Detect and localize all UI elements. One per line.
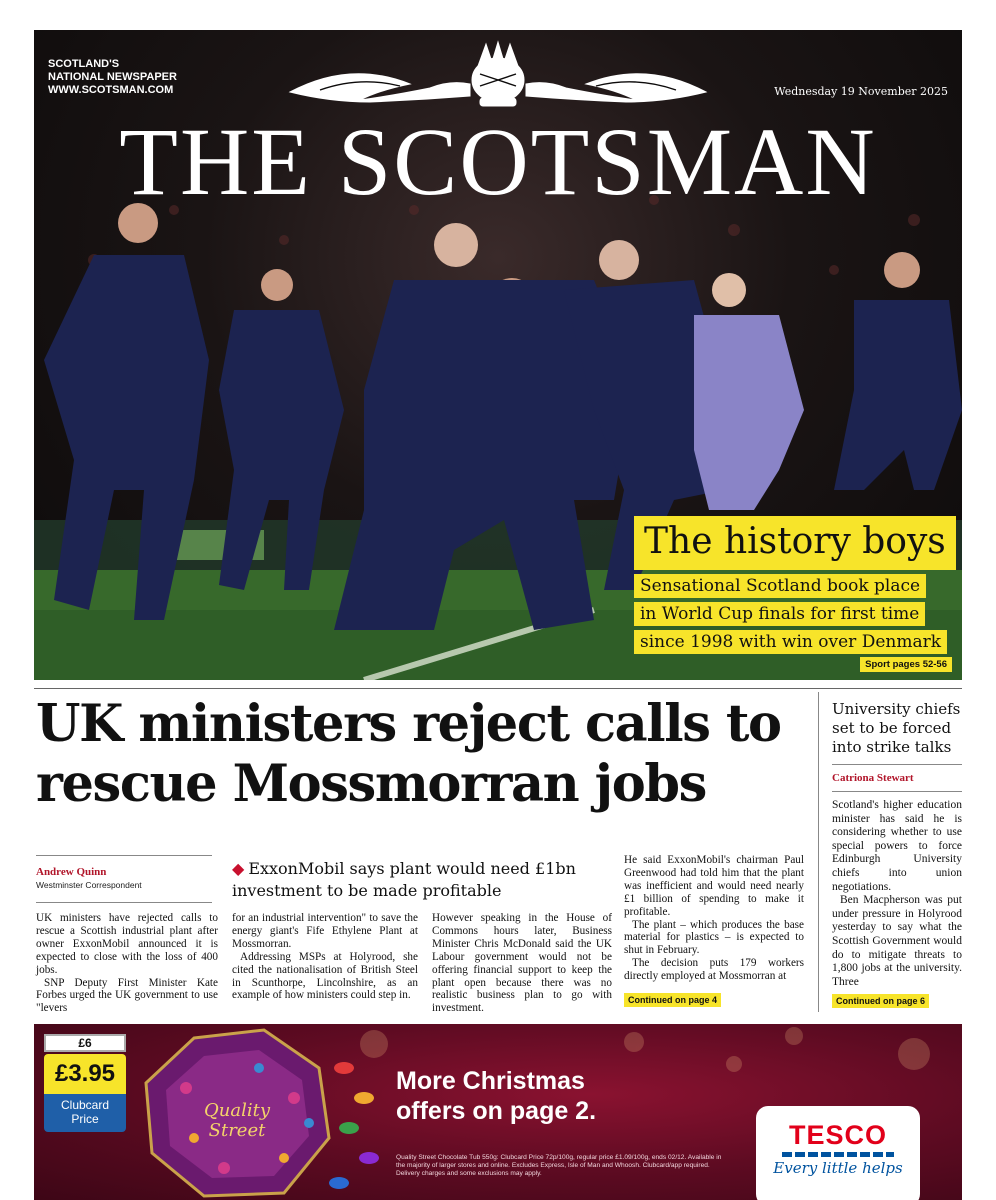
main-standfirst [232, 858, 612, 902]
masthead-title: THE SCOTSMAN [119, 108, 877, 215]
side-article-body [832, 799, 962, 989]
side-headline[interactable]: University chiefs set to be forced into strike talks [832, 700, 961, 756]
side-rule [832, 764, 962, 765]
article-paragraph: The plant – which produces the base material for plastics – is expected to shut in February. [624, 918, 804, 957]
article-paragraph: The decision puts 179 workers directly employed at Mossmorran at [624, 957, 804, 983]
article-paragraph: for an industrial intervention" to save the energy giant's Fife Ethylene Plant at Mossmorran. [232, 912, 418, 950]
standfirst-text: ExxonMobil says plant would need £1bn investment to be made profitable [232, 859, 576, 900]
tagline-line: SCOTLAND'S [48, 58, 120, 70]
byline-title: Westminster Correspondent [36, 880, 142, 890]
regular-price: £6 [44, 1034, 126, 1052]
lead-headline-box [634, 516, 956, 654]
tesco-stripes-icon [782, 1152, 894, 1157]
lead-subhead-line: Sensational Scotland book place [634, 574, 926, 598]
tagline-line: NATIONAL NEWSPAPER [48, 71, 177, 83]
side-byline: Catriona Stewart [832, 772, 914, 784]
newspaper-tagline [48, 58, 177, 97]
price-tag [44, 1034, 126, 1132]
article-column [36, 912, 218, 1015]
article-paragraph: SNP Deputy First Minister Kate Forbes urged the UK government to use "levers [36, 976, 218, 1015]
article-paragraph: Addressing MSPs at Holyrood, she cited the nationalisation of British Steel in Scunthorpe, Lincolnshire, as an example of how ministers could step in. [232, 950, 418, 1002]
quality-street-tin-icon [134, 1028, 384, 1200]
tesco-advert[interactable] [34, 1024, 962, 1200]
advert-headline [396, 1066, 696, 1126]
article-column [624, 854, 804, 983]
advert-small-print: Quality Street Chocolate Tub 550g: Clubcard Price 72p/100g, regular price £1.09/100g, ends 02/12. Available in the majority of larger stores and online. Excludes Express, Isle of Man and Whoosh. Clubcard/app required. Delivery charges and some exclusions may apply. [396, 1154, 722, 1177]
article-paragraph: He said ExxonMobil's chairman Paul Greenwood had told him that the plant was inefficient and would need nearly £1 billion of spending to make it profitable. [624, 854, 804, 918]
clubcard-label-line: Clubcard [60, 1098, 110, 1112]
article-paragraph: UK ministers have rejected calls to rescue a Scottish industrial plant after owner ExxonMobil announced it is expected to close with the loss of 400 jobs. [36, 912, 218, 976]
tagline-line: WWW.SCOTSMAN.COM [48, 84, 174, 96]
lead-photo [34, 30, 962, 680]
advert-headline-line: More Christmas [396, 1067, 585, 1095]
tin-brand-line: Quality [204, 1100, 270, 1121]
sport-pages-link[interactable]: Sport pages 52-56 [860, 657, 952, 672]
tin-brand-line: Street [208, 1120, 266, 1141]
main-byline [36, 866, 212, 890]
side-story [832, 700, 962, 1008]
tesco-slogan: Every little helps [773, 1159, 903, 1177]
lead-subhead-line: since 1998 with win over Denmark [634, 630, 947, 654]
article-column [432, 912, 612, 1015]
tesco-wordmark: TESCO [788, 1120, 887, 1150]
lead-headline: The history boys [634, 516, 956, 570]
clubcard-price: £3.95 [44, 1054, 126, 1094]
byline-name: Andrew Quinn [36, 866, 107, 878]
article-paragraph: However speaking in the House of Commons hours later, Business Minister Chris McDonald said the UK Labour government would not be offering financial support to keep the plant open because there was no realistic business plan to go with investment. [432, 912, 612, 1015]
thistle-emblem-icon [280, 40, 716, 110]
continued-link[interactable]: Continued on page 6 [832, 994, 929, 1008]
tesco-logo[interactable] [756, 1106, 920, 1200]
diamond-bullet-icon: ◆ [232, 859, 245, 878]
clubcard-label [44, 1094, 126, 1132]
issue-date: Wednesday 19 November 2025 [774, 85, 948, 98]
article-paragraph: Scotland's higher education minister has said he is considering whether to use special powers to force Edinburgh University chiefs into union negotiations. [832, 799, 962, 893]
byline-rule [36, 902, 212, 903]
column-divider [818, 692, 819, 1012]
article-paragraph: Ben Macpherson was put under pressure in Holyrood yesterday to say what the Scottish Government would do to mitigate threats to 1,800 jobs at the university. Three [832, 894, 962, 988]
lead-subhead-line: in World Cup finals for first time [634, 602, 925, 626]
side-rule [832, 791, 962, 792]
clubcard-label-line: Price [71, 1112, 99, 1126]
continued-link[interactable]: Continued on page 4 [624, 993, 721, 1007]
article-column [232, 912, 418, 1002]
main-headline[interactable]: UK ministers reject calls to rescue Mossmorran jobs [36, 694, 781, 814]
section-divider [34, 688, 962, 689]
byline-rule [36, 855, 212, 856]
advert-headline-line: offers on page 2. [396, 1097, 597, 1125]
